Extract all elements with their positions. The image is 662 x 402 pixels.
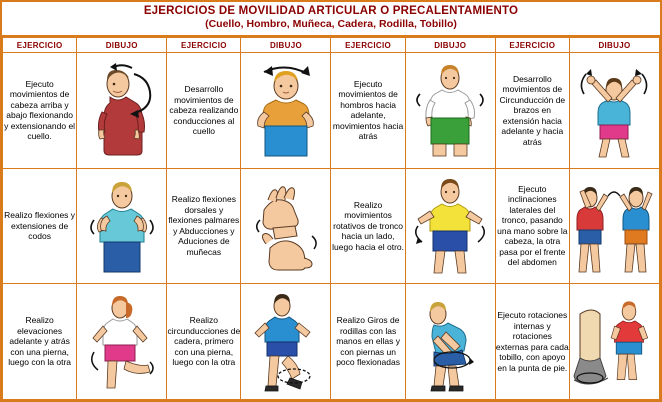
exercise-text: Realizo movimientos rotativos de tronco hacia un lado, luego hacia el otro. <box>331 168 405 284</box>
exercise-figure-cell <box>77 284 167 400</box>
exercise-figure-cell <box>405 53 495 169</box>
elbow-flexion-figure <box>77 169 166 284</box>
neck-flexion-extension-figure <box>77 53 166 168</box>
header-exercise-2: EJERCICIO <box>167 38 241 53</box>
exercise-figure-cell <box>569 53 659 169</box>
sheet-title-bar <box>2 2 660 37</box>
exercise-text: Ejecuto movimientos de hombros hacia adelante, movimientos hacia atrás <box>331 53 405 169</box>
exercise-figure-cell <box>77 168 167 284</box>
table-header-row <box>3 38 660 53</box>
header-drawing-2: DIBUJO <box>241 38 331 53</box>
exercise-text: Ejecuto movimientos de cabeza arriba y abajo flexionando y extensionando el cuello. <box>3 53 77 169</box>
exercise-figure-cell <box>569 284 659 400</box>
page-subtitle: (Cuello, Hombro, Muñeca, Cadera, Rodilla, Tobillo) <box>205 18 457 30</box>
exercise-table <box>2 37 660 400</box>
exercise-text: Realizo elevaciones adelante y atrás con una pierna, luego con la otra <box>3 284 77 400</box>
exercise-text: Realizo circunducciones de cadera, primero con una pierna, luego con la otra <box>167 284 241 400</box>
exercise-text: Ejecuto inclinaciones laterales del tronco, pasando una mano sobre la cabeza, la otra pasa por el frente del abdomen <box>495 168 569 284</box>
arm-circumduction-figure <box>570 53 659 168</box>
exercise-figure-cell <box>405 284 495 400</box>
table-row <box>3 168 660 284</box>
table-row <box>3 284 660 400</box>
wrist-movement-figure <box>241 169 330 284</box>
exercise-text: Desarrollo movimientos de Circunducción de brazos en extensión hacia adelante y hacia atrás <box>495 53 569 169</box>
knee-rotation-figure <box>406 284 495 399</box>
exercise-figure-cell <box>241 53 331 169</box>
header-exercise-3: EJERCICIO <box>331 38 405 53</box>
exercise-text: Ejecuto rotaciones internas y rotaciones externas para cada tobillo, con apoyo en la punta de pie. <box>495 284 569 400</box>
exercise-text: Realizo flexiones dorsales y flexiones palmares y Abducciones y Aduciones de muñecas <box>167 168 241 284</box>
hip-circumduction-figure <box>241 284 330 399</box>
exercise-text: Desarrollo movimientos de cabeza realizando conducciones al cuello <box>167 53 241 169</box>
ankle-rotation-figure <box>570 284 659 399</box>
exercise-figure-cell <box>405 168 495 284</box>
exercise-figure-cell <box>569 168 659 284</box>
header-exercise-4: EJERCICIO <box>495 38 569 53</box>
trunk-rotation-figure <box>406 169 495 284</box>
page-title: EJERCICIOS DE MOVILIDAD ARTICULAR O PRECALENTAMIENTO <box>143 5 519 17</box>
header-drawing-4: DIBUJO <box>569 38 659 53</box>
neck-rotation-figure <box>241 53 330 168</box>
header-drawing-1: DIBUJO <box>77 38 167 53</box>
exercise-text: Realizo Giros de rodillas con las manos en ellas y con piernas un poco flexionadas <box>331 284 405 400</box>
exercise-figure-cell <box>241 284 331 400</box>
lateral-trunk-bend-figure <box>570 169 659 284</box>
header-exercise-1: EJERCICIO <box>3 38 77 53</box>
exercise-figure-cell <box>77 53 167 169</box>
table-row <box>3 53 660 169</box>
exercise-figure-cell <box>241 168 331 284</box>
header-drawing-3: DIBUJO <box>405 38 495 53</box>
leg-raise-figure <box>77 284 166 399</box>
shoulder-movement-figure <box>406 53 495 168</box>
exercise-text: Realizo flexiones y extensiones de codos <box>3 168 77 284</box>
